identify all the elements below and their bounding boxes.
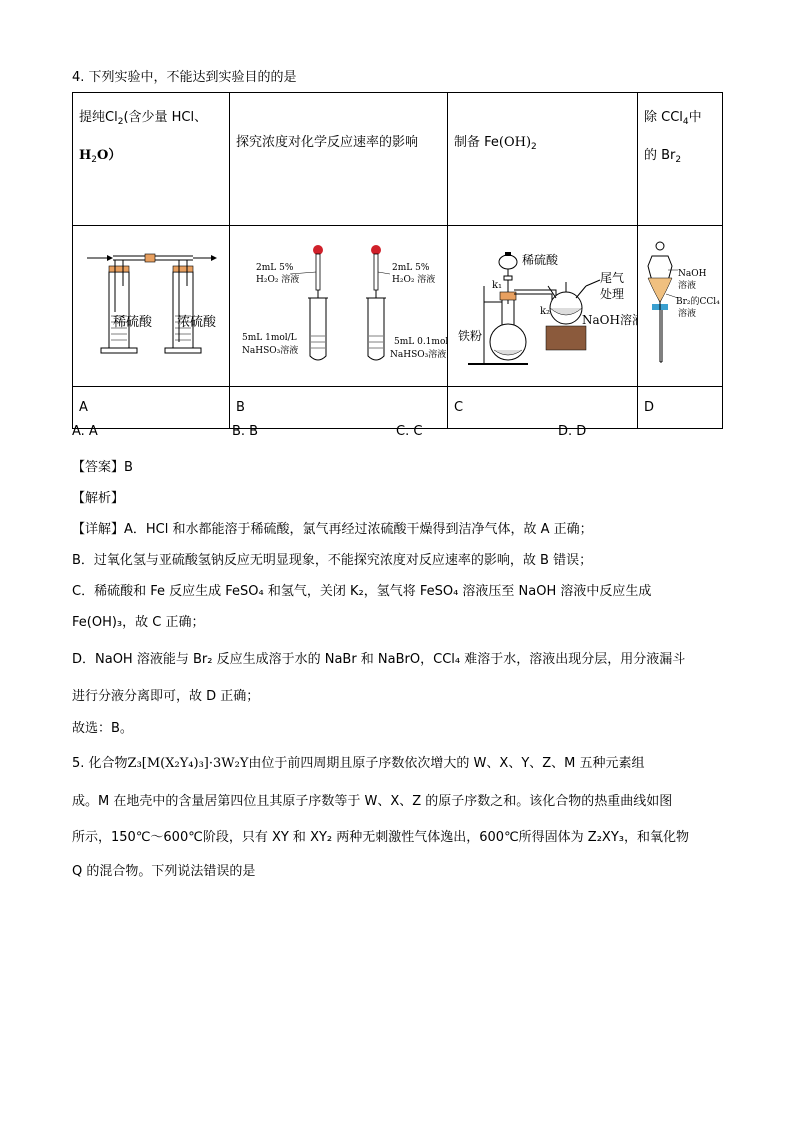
option-d: D. D [558, 424, 587, 439]
question-5-line-1: 5. 化合物Z₃[M(X₂Y₄)₃]·3W₂Y由位于前四周期且原子序数依次增大的 W、X、Y、Z、M 五种元素组 [72, 756, 645, 771]
col-a-title: 提纯$Cl_2$(含少量 HCl、 $H_2O$） [73, 93, 230, 226]
detail-a-line: 【详解】A．HCl 和水都能溶于稀硫酸，氯气再经过浓硫酸干燥得到洁净气体，故 A 正确； [72, 522, 593, 537]
label-c-k1: k₁ [492, 280, 503, 291]
label-d-naoh2: 溶液 [678, 281, 697, 291]
figure-c [448, 226, 638, 387]
question-4-stem: 4. 下列实验中，不能达到实验目的的是 [72, 70, 297, 85]
label-b-tr2: H₂O₂ 溶液 [392, 275, 436, 285]
answer-line: 【答案】B [72, 460, 133, 475]
label-a: A [73, 387, 230, 429]
table-header-row [73, 93, 723, 226]
label-c-tail2: 处理 [600, 287, 625, 301]
question-5-line-3: 所示，150℃～600℃阶段，只有 XY 和 XY₂ 两种无刺激性气体逸出，600℃所得固体为 Z₂XY₃，和氧化物 [72, 830, 689, 845]
label-c-naoh: NaOH溶液 [582, 313, 638, 327]
label-d-br1: Br₂的CCl₄ [676, 297, 720, 307]
option-c: C. C [396, 424, 423, 439]
separatory-funnel-figure [638, 226, 723, 382]
question-5-line-4: Q 的混合物。下列说法错误的是 [72, 864, 256, 879]
label-c-iron: 铁粉 [458, 329, 483, 343]
option-a: A. A [72, 424, 98, 439]
test-tubes-figure [230, 226, 448, 382]
label-b-br: 5mL 0.1mol [394, 337, 448, 347]
label-b: B [230, 387, 448, 429]
label-c: C [448, 387, 638, 429]
table-label-row [73, 387, 723, 429]
label-dilute-sulfuric: 稀硫酸 [113, 315, 153, 330]
label-d: D [638, 387, 723, 429]
analysis-title: 【解析】 [72, 491, 125, 506]
figure-d [638, 226, 723, 387]
col-d-title: 除 CCl$_4$中 的 $Br_2$ [638, 93, 723, 226]
detail-c-line-2: Fe(OH)₃，故 C 正确； [72, 615, 205, 630]
figure-b [230, 226, 448, 387]
experiment-table [72, 92, 723, 429]
table-figure-row [73, 226, 723, 387]
label-conc-sulfuric: 浓硫酸 [177, 315, 217, 330]
gas-washing-bottles-figure [73, 226, 230, 382]
figure-a [73, 226, 230, 387]
question-5-line-2: 成。M 在地壳中的含量居第四位且其原子序数等于 W、X、Z 的原子序数之和。该化合物的热重曲线如图 [72, 794, 673, 809]
label-b-br2: NaHSO₃溶液 [390, 350, 447, 360]
label-c-tail1: 尾气 [600, 271, 625, 285]
compound-formula: Z₃[M(X₂Y₄)₃]·3W₂Y [127, 756, 249, 771]
label-b-tl: 2mL 5% [256, 263, 294, 273]
label-c-acid: 稀硫酸 [522, 253, 559, 267]
option-b: B. B [232, 424, 259, 439]
label-b-tr: 2mL 5% [392, 263, 430, 273]
label-b-bl: 5mL 1mol/L [242, 333, 297, 343]
col-c-title: 制备 $Fe(OH)_2$ [448, 93, 638, 226]
label-b-tl2: H₂O₂ 溶液 [256, 275, 300, 285]
detail-c-line-1: C．稀硫酸和 Fe 反应生成 FeSO₄ 和氢气，关闭 K₂，氢气将 FeSO₄ 溶液压至 NaOH 溶液中反应生成 [72, 584, 652, 599]
label-c-k2: k₂ [540, 306, 551, 317]
label-d-br2: 溶液 [678, 309, 697, 319]
fe-oh2-apparatus-figure [448, 226, 638, 382]
col-b-title: 探究浓度对化学反应速率的影响 [230, 93, 448, 226]
choose-line: 故选：B。 [72, 721, 133, 736]
detail-d-line-2: 进行分液分离即可，故 D 正确； [72, 689, 260, 704]
label-d-naoh1: NaOH [678, 269, 707, 279]
label-b-bl2: NaHSO₃溶液 [242, 346, 299, 356]
detail-b-line: B．过氧化氢与亚硫酸氢钠反应无明显现象，不能探究浓度对反应速率的影响，故 B 错误； [72, 553, 593, 568]
detail-d-line-1: D．NaOH 溶液能与 Br₂ 反应生成溶于水的 NaBr 和 NaBrO，CCl₄ 难溶于水，溶液出现分层，用分液漏斗 [72, 652, 686, 667]
